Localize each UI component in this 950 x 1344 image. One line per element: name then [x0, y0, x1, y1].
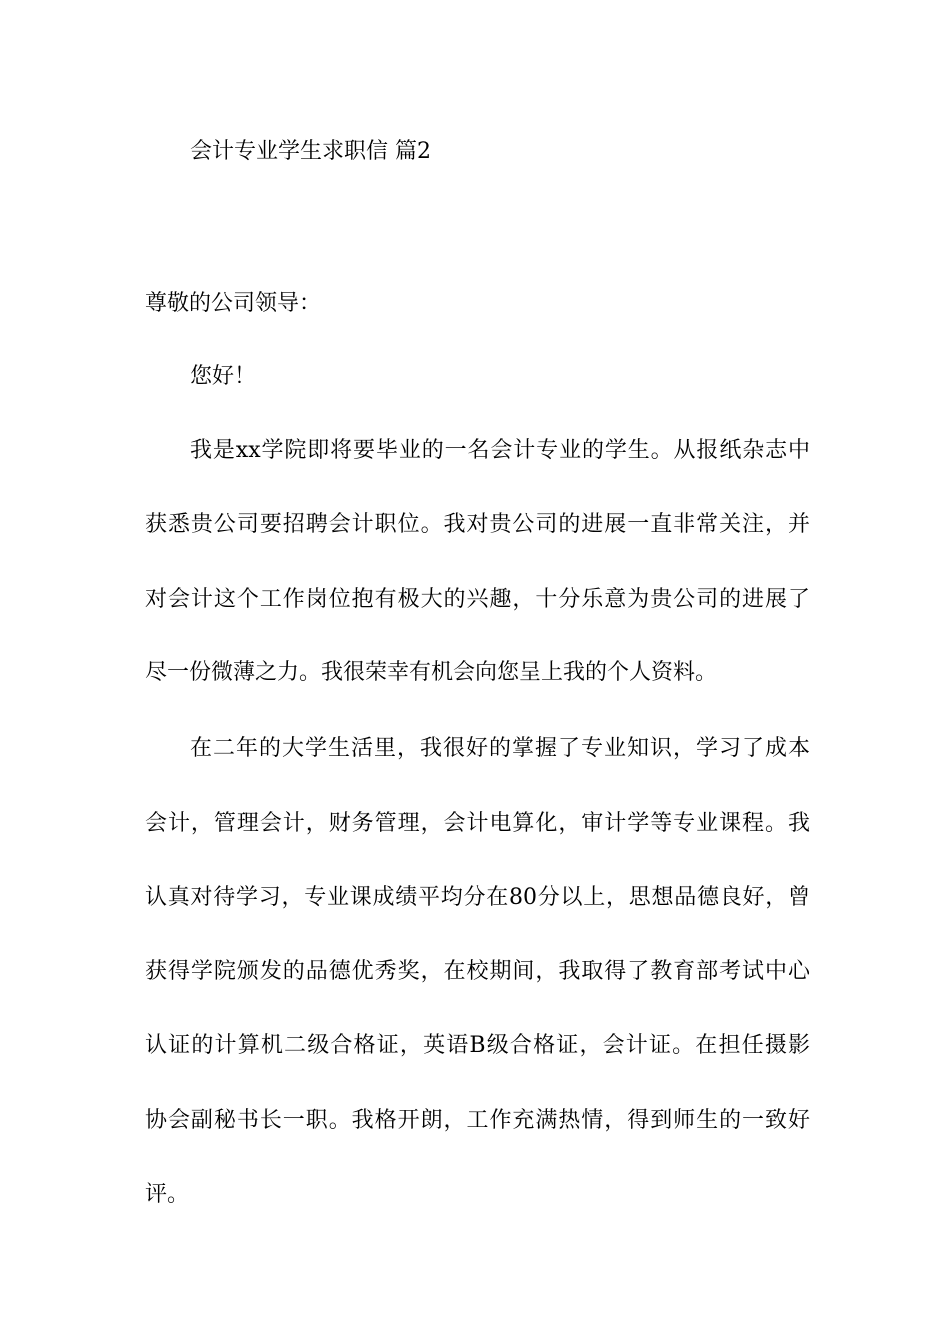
salutation: 尊敬的公司领导：: [145, 291, 322, 316]
paragraph-line: 评。: [145, 1182, 190, 1207]
paragraph-line: 会计，管理会计，财务管理，会计电算化，审计学等专业课程。我: [145, 811, 810, 836]
paragraph-line: 尽一份微薄之力。我很荣幸有机会向您呈上我的个人资料。: [145, 660, 718, 685]
paragraph-line: 对会计这个工作岗位抱有极大的兴趣，十分乐意为贵公司的进展了: [145, 587, 810, 612]
greeting: 您好！: [190, 364, 257, 389]
paragraph-line: 在二年的大学生活里，我很好的掌握了专业知识，学习了成本: [190, 736, 810, 761]
paragraph-line: 我是xx学院即将要毕业的一名会计专业的学生。从报纸杂志中: [190, 438, 810, 463]
document-title: 会计专业学生求职信 篇2: [190, 139, 431, 164]
paragraph-line: 获悉贵公司要招聘会计职位。我对贵公司的进展一直非常关注，并: [145, 512, 810, 537]
paragraph-line: 认真对待学习，专业课成绩平均分在80分以上，思想品德良好，曾: [145, 885, 810, 910]
paragraph-line: 认证的计算机二级合格证，英语B级合格证，会计证。在担任摄影: [145, 1033, 810, 1058]
paragraph-line: 协会副秘书长一职。我格开朗，工作充满热情，得到师生的一致好: [145, 1108, 810, 1133]
paragraph-line: 获得学院颁发的品德优秀奖，在校期间，我取得了教育部考试中心: [145, 959, 810, 984]
